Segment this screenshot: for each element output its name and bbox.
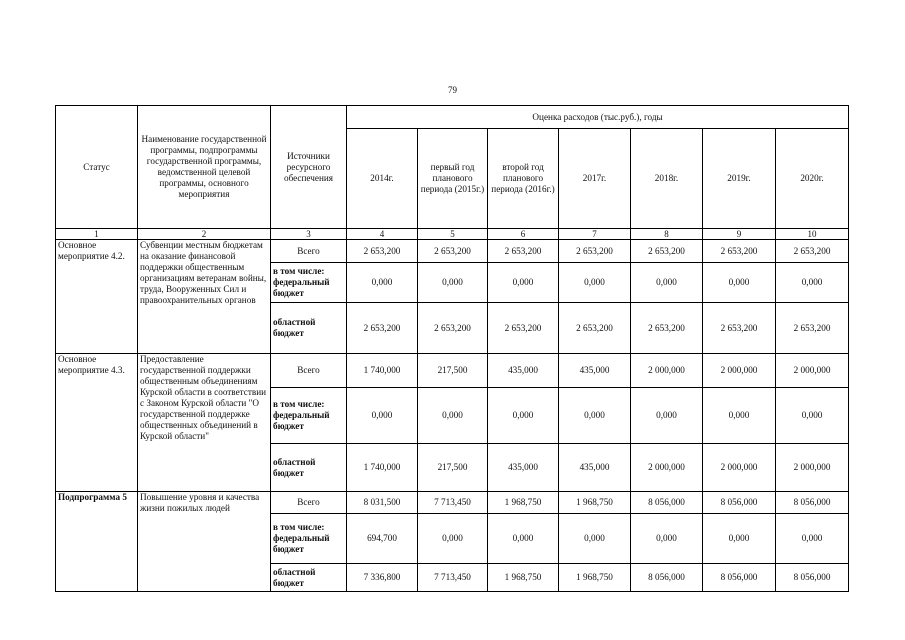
value-cell: 2 653,200: [631, 303, 703, 354]
value-cell: 2 653,200: [559, 240, 631, 263]
row-status: Подпрограмма 5: [56, 492, 138, 592]
source-label: областной бюджет: [271, 303, 347, 354]
value-cell: 0,000: [347, 263, 418, 303]
value-cell: 8 031,500: [347, 492, 418, 514]
value-cell: 0,000: [347, 388, 418, 444]
value-cell: 8 056,000: [776, 492, 849, 514]
column-number: 8: [631, 229, 703, 240]
value-cell: 0,000: [776, 263, 849, 303]
row-name: Субвенции местным бюджетам на оказание финансовой поддержки общественным организациям ветеранам войны, труда, Вооруженных Сил и правоохранительных органов: [138, 240, 271, 354]
header-year: первый год планового периода (2015г.): [418, 129, 488, 229]
value-cell: 7 713,450: [418, 564, 488, 592]
value-cell: 0,000: [559, 263, 631, 303]
header-year: 2017г.: [559, 129, 631, 229]
header-status: Статус: [56, 106, 138, 229]
column-number: 7: [559, 229, 631, 240]
value-cell: 435,000: [488, 354, 559, 388]
table-row: [56, 492, 849, 514]
table-row: [56, 354, 849, 388]
value-cell: 8 056,000: [703, 492, 776, 514]
value-cell: 2 653,200: [703, 240, 776, 263]
header-estimate: Оценка расходов (тыс.руб.), годы: [347, 106, 849, 129]
column-number: 5: [418, 229, 488, 240]
value-cell: 0,000: [703, 263, 776, 303]
value-cell: 2 653,200: [631, 240, 703, 263]
source-label: в том числе: федеральный бюджет: [271, 388, 347, 444]
value-cell: 2 000,000: [703, 354, 776, 388]
value-cell: 0,000: [776, 514, 849, 564]
column-number: 4: [347, 229, 418, 240]
header-year: второй год планового периода (2016г.): [488, 129, 559, 229]
column-number: 9: [703, 229, 776, 240]
value-cell: 0,000: [488, 388, 559, 444]
value-cell: 2 653,200: [488, 240, 559, 263]
source-label: областной бюджет: [271, 564, 347, 592]
value-cell: 7 336,800: [347, 564, 418, 592]
value-cell: 2 653,200: [559, 303, 631, 354]
value-cell: 0,000: [488, 514, 559, 564]
value-cell: 2 000,000: [631, 444, 703, 492]
column-number: 1: [56, 229, 138, 240]
value-cell: 0,000: [418, 388, 488, 444]
value-cell: 2 000,000: [631, 354, 703, 388]
column-number: 2: [138, 229, 271, 240]
value-cell: 435,000: [488, 444, 559, 492]
row-name: Предоставление государственной поддержки общественным объединениям Курской области в соответствии с Законом Курской области "О государственной поддержке общественных объединений в Курской области": [138, 354, 271, 492]
value-cell: 8 056,000: [776, 564, 849, 592]
value-cell: 2 000,000: [703, 444, 776, 492]
value-cell: 2 653,200: [418, 303, 488, 354]
value-cell: 0,000: [559, 514, 631, 564]
page-number: 79: [448, 85, 457, 95]
value-cell: 0,000: [488, 263, 559, 303]
value-cell: 0,000: [631, 388, 703, 444]
value-cell: 0,000: [631, 514, 703, 564]
value-cell: 2 653,200: [347, 303, 418, 354]
source-label: Всего: [271, 240, 347, 263]
value-cell: 2 653,200: [488, 303, 559, 354]
value-cell: 2 653,200: [776, 240, 849, 263]
value-cell: 1 968,750: [559, 564, 631, 592]
column-number: 10: [776, 229, 849, 240]
table-row: [56, 240, 849, 263]
source-label: областной бюджет: [271, 444, 347, 492]
value-cell: 8 056,000: [631, 492, 703, 514]
header-year: 2014г.: [347, 129, 418, 229]
value-cell: 2 653,200: [703, 303, 776, 354]
value-cell: 2 653,200: [418, 240, 488, 263]
value-cell: 435,000: [559, 444, 631, 492]
value-cell: 7 713,450: [418, 492, 488, 514]
value-cell: 0,000: [418, 263, 488, 303]
column-number-row: [56, 229, 849, 240]
value-cell: 1 740,000: [347, 444, 418, 492]
value-cell: 2 000,000: [776, 444, 849, 492]
value-cell: 217,500: [418, 354, 488, 388]
value-cell: 0,000: [703, 514, 776, 564]
value-cell: 1 968,750: [488, 492, 559, 514]
value-cell: 8 056,000: [631, 564, 703, 592]
value-cell: 2 000,000: [776, 354, 849, 388]
budget-table: [55, 105, 849, 592]
value-cell: 1 740,000: [347, 354, 418, 388]
header-year: 2018г.: [631, 129, 703, 229]
row-status: Основное мероприятие 4.3.: [56, 354, 138, 492]
row-status: Основное мероприятие 4.2.: [56, 240, 138, 354]
source-label: в том числе: федеральный бюджет: [271, 263, 347, 303]
source-label: в том числе: федеральный бюджет: [271, 514, 347, 564]
header-year: 2020г.: [776, 129, 849, 229]
value-cell: 0,000: [776, 388, 849, 444]
value-cell: 1 968,750: [488, 564, 559, 592]
column-number: 6: [488, 229, 559, 240]
header-year: 2019г.: [703, 129, 776, 229]
value-cell: 694,700: [347, 514, 418, 564]
value-cell: 2 653,200: [347, 240, 418, 263]
value-cell: 0,000: [631, 263, 703, 303]
value-cell: 0,000: [559, 388, 631, 444]
header-sources: Источники ресурсного обеспечения: [271, 106, 347, 229]
source-label: Всего: [271, 492, 347, 514]
value-cell: 8 056,000: [703, 564, 776, 592]
row-name: Повышение уровня и качества жизни пожилых людей: [138, 492, 271, 592]
column-number: 3: [271, 229, 347, 240]
value-cell: 2 653,200: [776, 303, 849, 354]
source-label: Всего: [271, 354, 347, 388]
value-cell: 0,000: [703, 388, 776, 444]
header-name: Наименование государственной программы, подпрограммы государственной программы, ведомственной целевой программы, основного мероприятия: [138, 106, 271, 229]
value-cell: 0,000: [418, 514, 488, 564]
value-cell: 1 968,750: [559, 492, 631, 514]
value-cell: 217,500: [418, 444, 488, 492]
value-cell: 435,000: [559, 354, 631, 388]
